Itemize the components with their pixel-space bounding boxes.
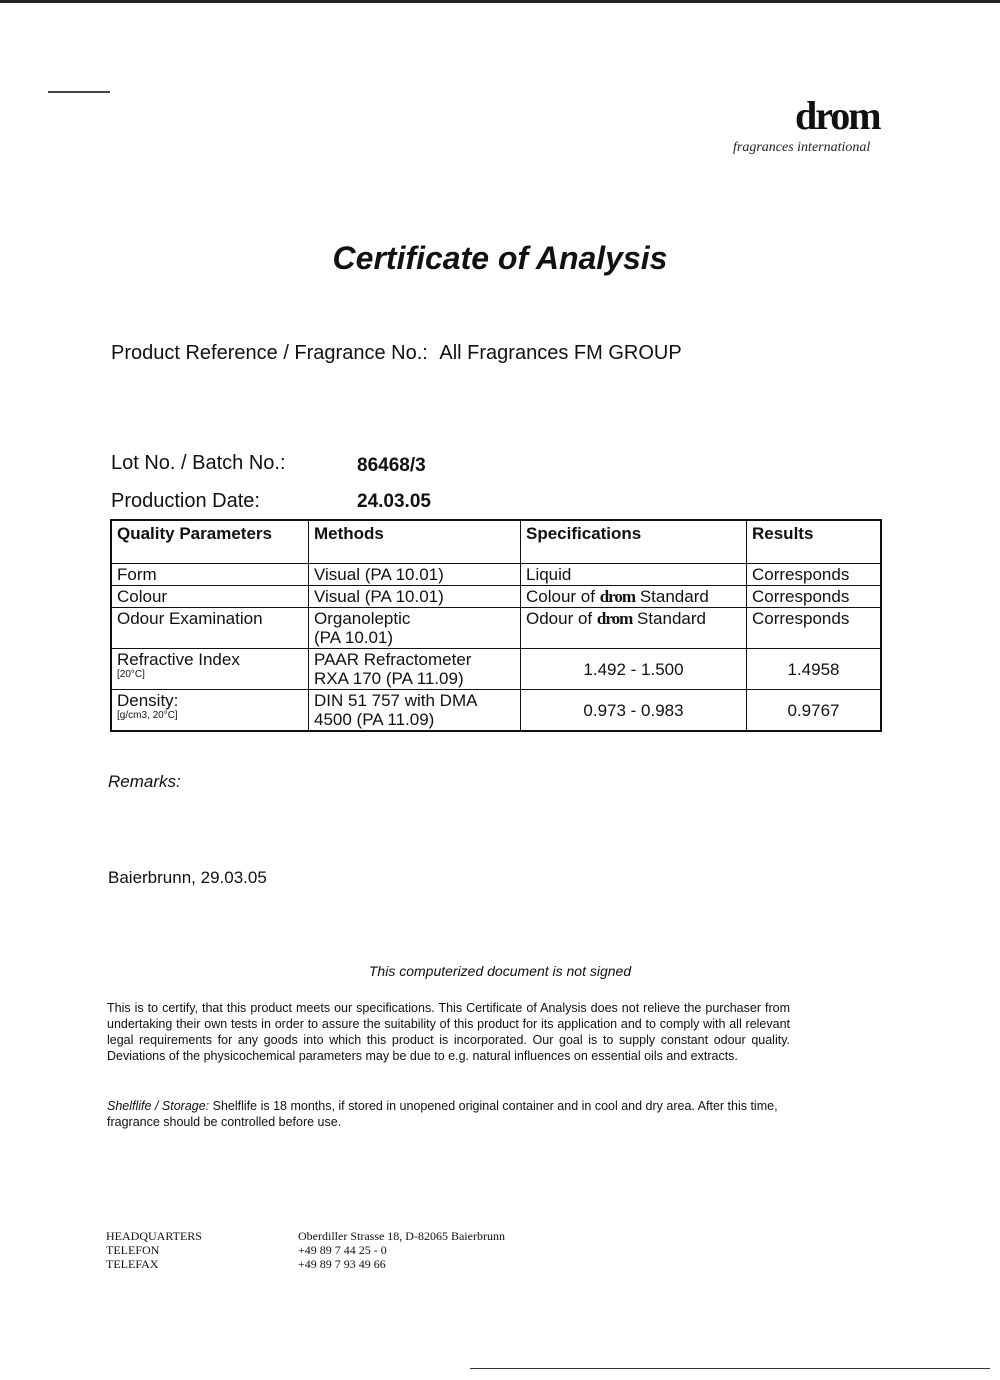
telefon-label: TELEFON (106, 1243, 160, 1257)
scan-edge-bottom (470, 1368, 990, 1369)
param-cell: Colour (111, 586, 309, 608)
telefax-label: TELEFAX (106, 1257, 159, 1271)
method-line: 4500 (PA 11.09) (314, 710, 435, 729)
company-logo: drom (795, 93, 880, 138)
method-cell: Visual (PA 10.01) (309, 564, 521, 586)
telefax-number: +49 89 7 93 49 66 (298, 1257, 386, 1271)
scan-artifact (48, 91, 110, 93)
production-date-label: Production Date: (111, 490, 260, 512)
product-reference-label: Product Reference / Fragrance No.: (111, 342, 428, 364)
table-row (111, 564, 881, 586)
param-cell: Odour Examination (111, 608, 309, 649)
spec-text: Standard (636, 609, 706, 628)
document-title: Certificate of Analysis (332, 240, 668, 276)
drom-logo-inline: drom (599, 587, 636, 606)
shelflife-note (107, 1098, 797, 1130)
table-row (111, 649, 881, 690)
result-cell: 1.4958 (747, 649, 882, 690)
certification-text: This is to certify, that this product meets our specifications. This Certificate of Analysis does not relieve the purchaser from undertaking their own tests in order to assure the suitability of this product for its application and to comply with all relevant legal requirements for any goods into which this product is incorporated. Our goal is to supply constant odour quality. Deviations of the physicochemical parameters may be due to e.g. natural influences on essential oils and extracts. (107, 1001, 790, 1063)
headquarters-address: Oberdiller Strasse 18, D-82065 Baierbrunn (298, 1229, 505, 1243)
spec-cell: Liquid (521, 564, 747, 586)
product-reference (111, 342, 682, 365)
company-tagline: fragrances international (733, 140, 871, 155)
remarks-label: Remarks: (108, 772, 181, 791)
param-cell: Form (111, 564, 309, 586)
param-unit: [g/cm3, 20°C] (117, 710, 178, 721)
result-cell: Corresponds (747, 564, 882, 586)
shelflife-text: Shelflife is 18 months, if stored in unopened original container and in cool and dry area. After this time, fragrance should be controlled before use. (107, 1099, 778, 1129)
table-row (111, 586, 881, 608)
method-cell (309, 649, 521, 690)
telefon-number: +49 89 7 44 25 - 0 (298, 1243, 387, 1257)
spec-text: Standard (639, 587, 709, 606)
method-line: (PA 10.01) (314, 628, 394, 647)
drom-logo-inline: drom (596, 609, 633, 628)
header-results: Results (747, 520, 882, 564)
header-specifications: Specifications (521, 520, 747, 564)
place-date: Baierbrunn, 29.03.05 (108, 868, 267, 887)
footer-labels (106, 1229, 202, 1271)
spec-cell: 0.973 - 0.983 (521, 690, 747, 732)
spec-text: Colour of (526, 587, 595, 606)
product-reference-value: All Fragrances FM GROUP (439, 342, 682, 364)
result-cell: Corresponds (747, 608, 882, 649)
method-cell (309, 690, 521, 732)
table-header-row (111, 520, 881, 564)
shelflife-label: Shelflife / Storage: (107, 1099, 210, 1113)
lot-label: Lot No. / Batch No.: (111, 452, 286, 474)
not-signed-note: This computerized document is not signed (368, 963, 632, 979)
method-cell (309, 608, 521, 649)
param-text: Density: (117, 691, 179, 710)
production-date-value: 24.03.05 (357, 491, 431, 512)
spec-cell (521, 608, 747, 649)
lot-value: 86468/3 (357, 455, 426, 476)
method-line: Organoleptic (314, 609, 411, 628)
param-unit: [20°C] (117, 669, 145, 680)
quality-table (110, 519, 882, 732)
table-row (111, 608, 881, 649)
result-cell: 0.9767 (747, 690, 882, 732)
header-quality-parameters: Quality Parameters (111, 520, 309, 564)
header-methods: Methods (309, 520, 521, 564)
param-cell (111, 649, 309, 690)
spec-text: Odour of (526, 609, 593, 628)
param-text: Refractive Index (117, 650, 240, 669)
spec-cell: 1.492 - 1.500 (521, 649, 747, 690)
table-row (111, 690, 881, 732)
method-cell: Visual (PA 10.01) (309, 586, 521, 608)
headquarters-label: HEADQUARTERS (106, 1229, 202, 1243)
footer-values (298, 1229, 505, 1271)
method-line: DIN 51 757 with DMA (314, 691, 478, 710)
param-cell (111, 690, 309, 732)
spec-cell (521, 586, 747, 608)
scan-edge-top (0, 0, 1000, 3)
method-line: PAAR Refractometer (314, 650, 472, 669)
method-line: RXA 170 (PA 11.09) (314, 669, 464, 688)
result-cell: Corresponds (747, 586, 882, 608)
